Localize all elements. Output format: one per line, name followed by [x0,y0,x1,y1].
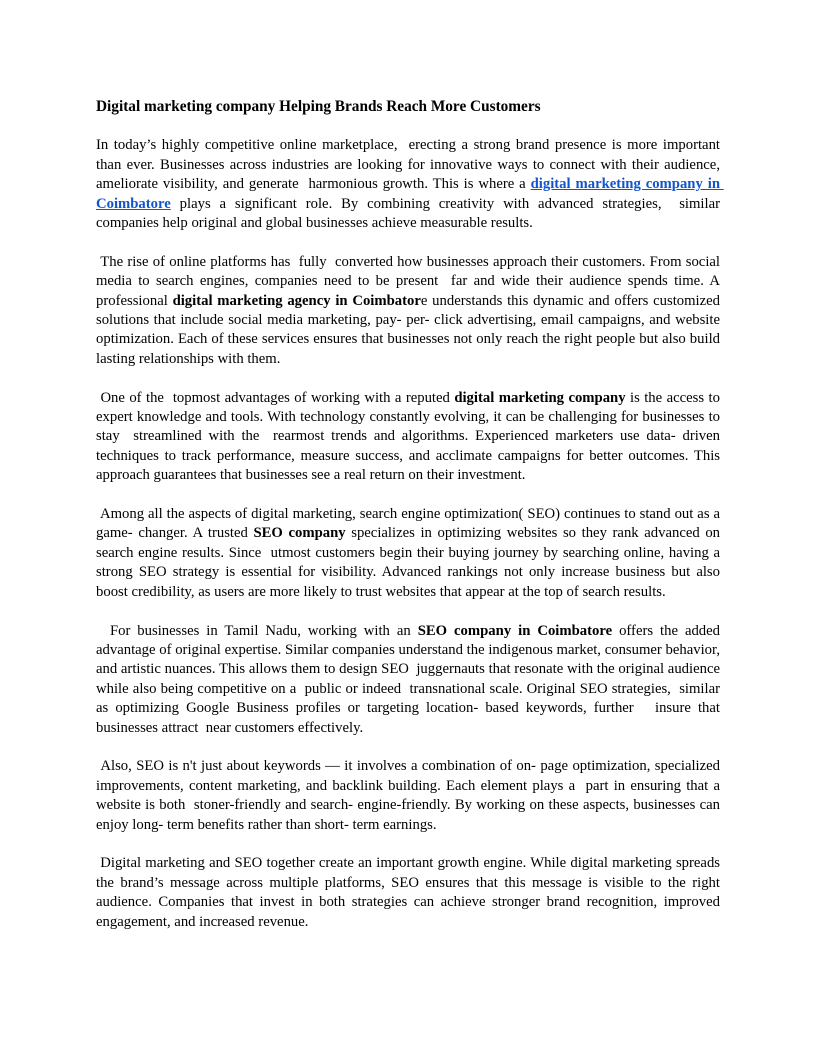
text-run: Also, SEO is n't just about keywords — it involves a combination of on- page optimization, specialized improvements, content marketing, and backlink building. Each element plays a part in ensuring that a website is both stoner-friendly and search- engine-friendly. By working on these aspects, businesses can enjoy long- term benefits rather than short- term earnings. [96,758,724,833]
text-run: e understands this dynamic and offers customized solutions that include social media marketing, pay- per- click advertising, email campaigns, and website optimization. Each of these services ensures that businesses not only reach the right people but also build lasting relationships with them. [96,292,724,367]
paragraph-7 [96,854,724,932]
paragraph-4 [96,505,724,602]
text-run: Among all the aspects of digital marketing, search engine optimization( SEO) continues to stand out as a game- changer. A trusted [96,506,724,542]
paragraph-5 [96,622,724,738]
bold-text-run: digital marketing agency in Coimbator [172,292,421,309]
paragraph-2 [96,253,724,369]
text-run: In today’s highly competitive online marketplace, erecting a strong brand presence is more important than ever. Businesses across industries are looking for innovative ways to connect with their audience, ameliorate visibility, and generate harmonious growth. This is where a [96,137,724,193]
paragraph-6 [96,757,724,835]
text-run: The rise of online platforms has fully converted how businesses approach their customers. From social media to search engines, companies need to be present far and wide their audience spends time. A professional [96,253,724,309]
inline-link[interactable]: digital marketing company in Coimbatore [96,176,724,212]
text-run: plays a significant role. By combining creativity with advanced strategies, similar companies help original and global businesses achieve measurable results. [96,195,724,232]
text-run: is the access to expert knowledge and tools. With technology constantly evolving, it can be challenging for businesses to stay streamlined with the rearmost trends and algorithms. Experienced marketers use data- driven techniques to track performance, measure success, and acclimate campaigns for better outcomes. This approach guarantees that businesses see a real return on their investment. [96,389,724,484]
document-title: Digital marketing company Helping Brands Reach More Customers [96,98,541,115]
bold-text-run: digital marketing company [454,389,626,406]
document-body [96,136,724,932]
text-run: For businesses in Tamil Nadu, working with an [96,622,418,639]
text-run: specializes in optimizing websites so they rank advanced on search engine results. Since utmost customers begin their buying journey by searching online, having a strong SEO strategy is essential for visibility. Advanced rankings not only increase business but also boost credibility, as users are more likely to trust websites that appear at the top of search results. [96,525,724,600]
paragraph-1 [96,136,724,233]
text-run: Digital marketing and SEO together create an important growth engine. While digital marketing spreads the brand’s message across multiple platforms, SEO ensures that this message is visible to the right audience. Companies that invest in both strategies can achieve stronger brand recognition, improved engagement, and increased revenue. [96,855,724,930]
bold-text-run: SEO company [253,525,346,542]
text-run: One of the topmost advantages of working with a reputed [96,389,455,406]
paragraph-3 [96,389,724,486]
bold-text-run: SEO company in Coimbatore [417,622,613,639]
text-run: offers the added advantage of original expertise. Similar companies understand the indigenous market, consumer behavior, and artistic nuances. This allows them to design SEO juggernauts that resonate with the original audience while also being competitive on a public or indeed transnational scale. Original SEO strategies, similar as optimizing Google Business profiles or targeting location- based keywords, further insure that businesses attract near customers effectively. [96,622,724,736]
